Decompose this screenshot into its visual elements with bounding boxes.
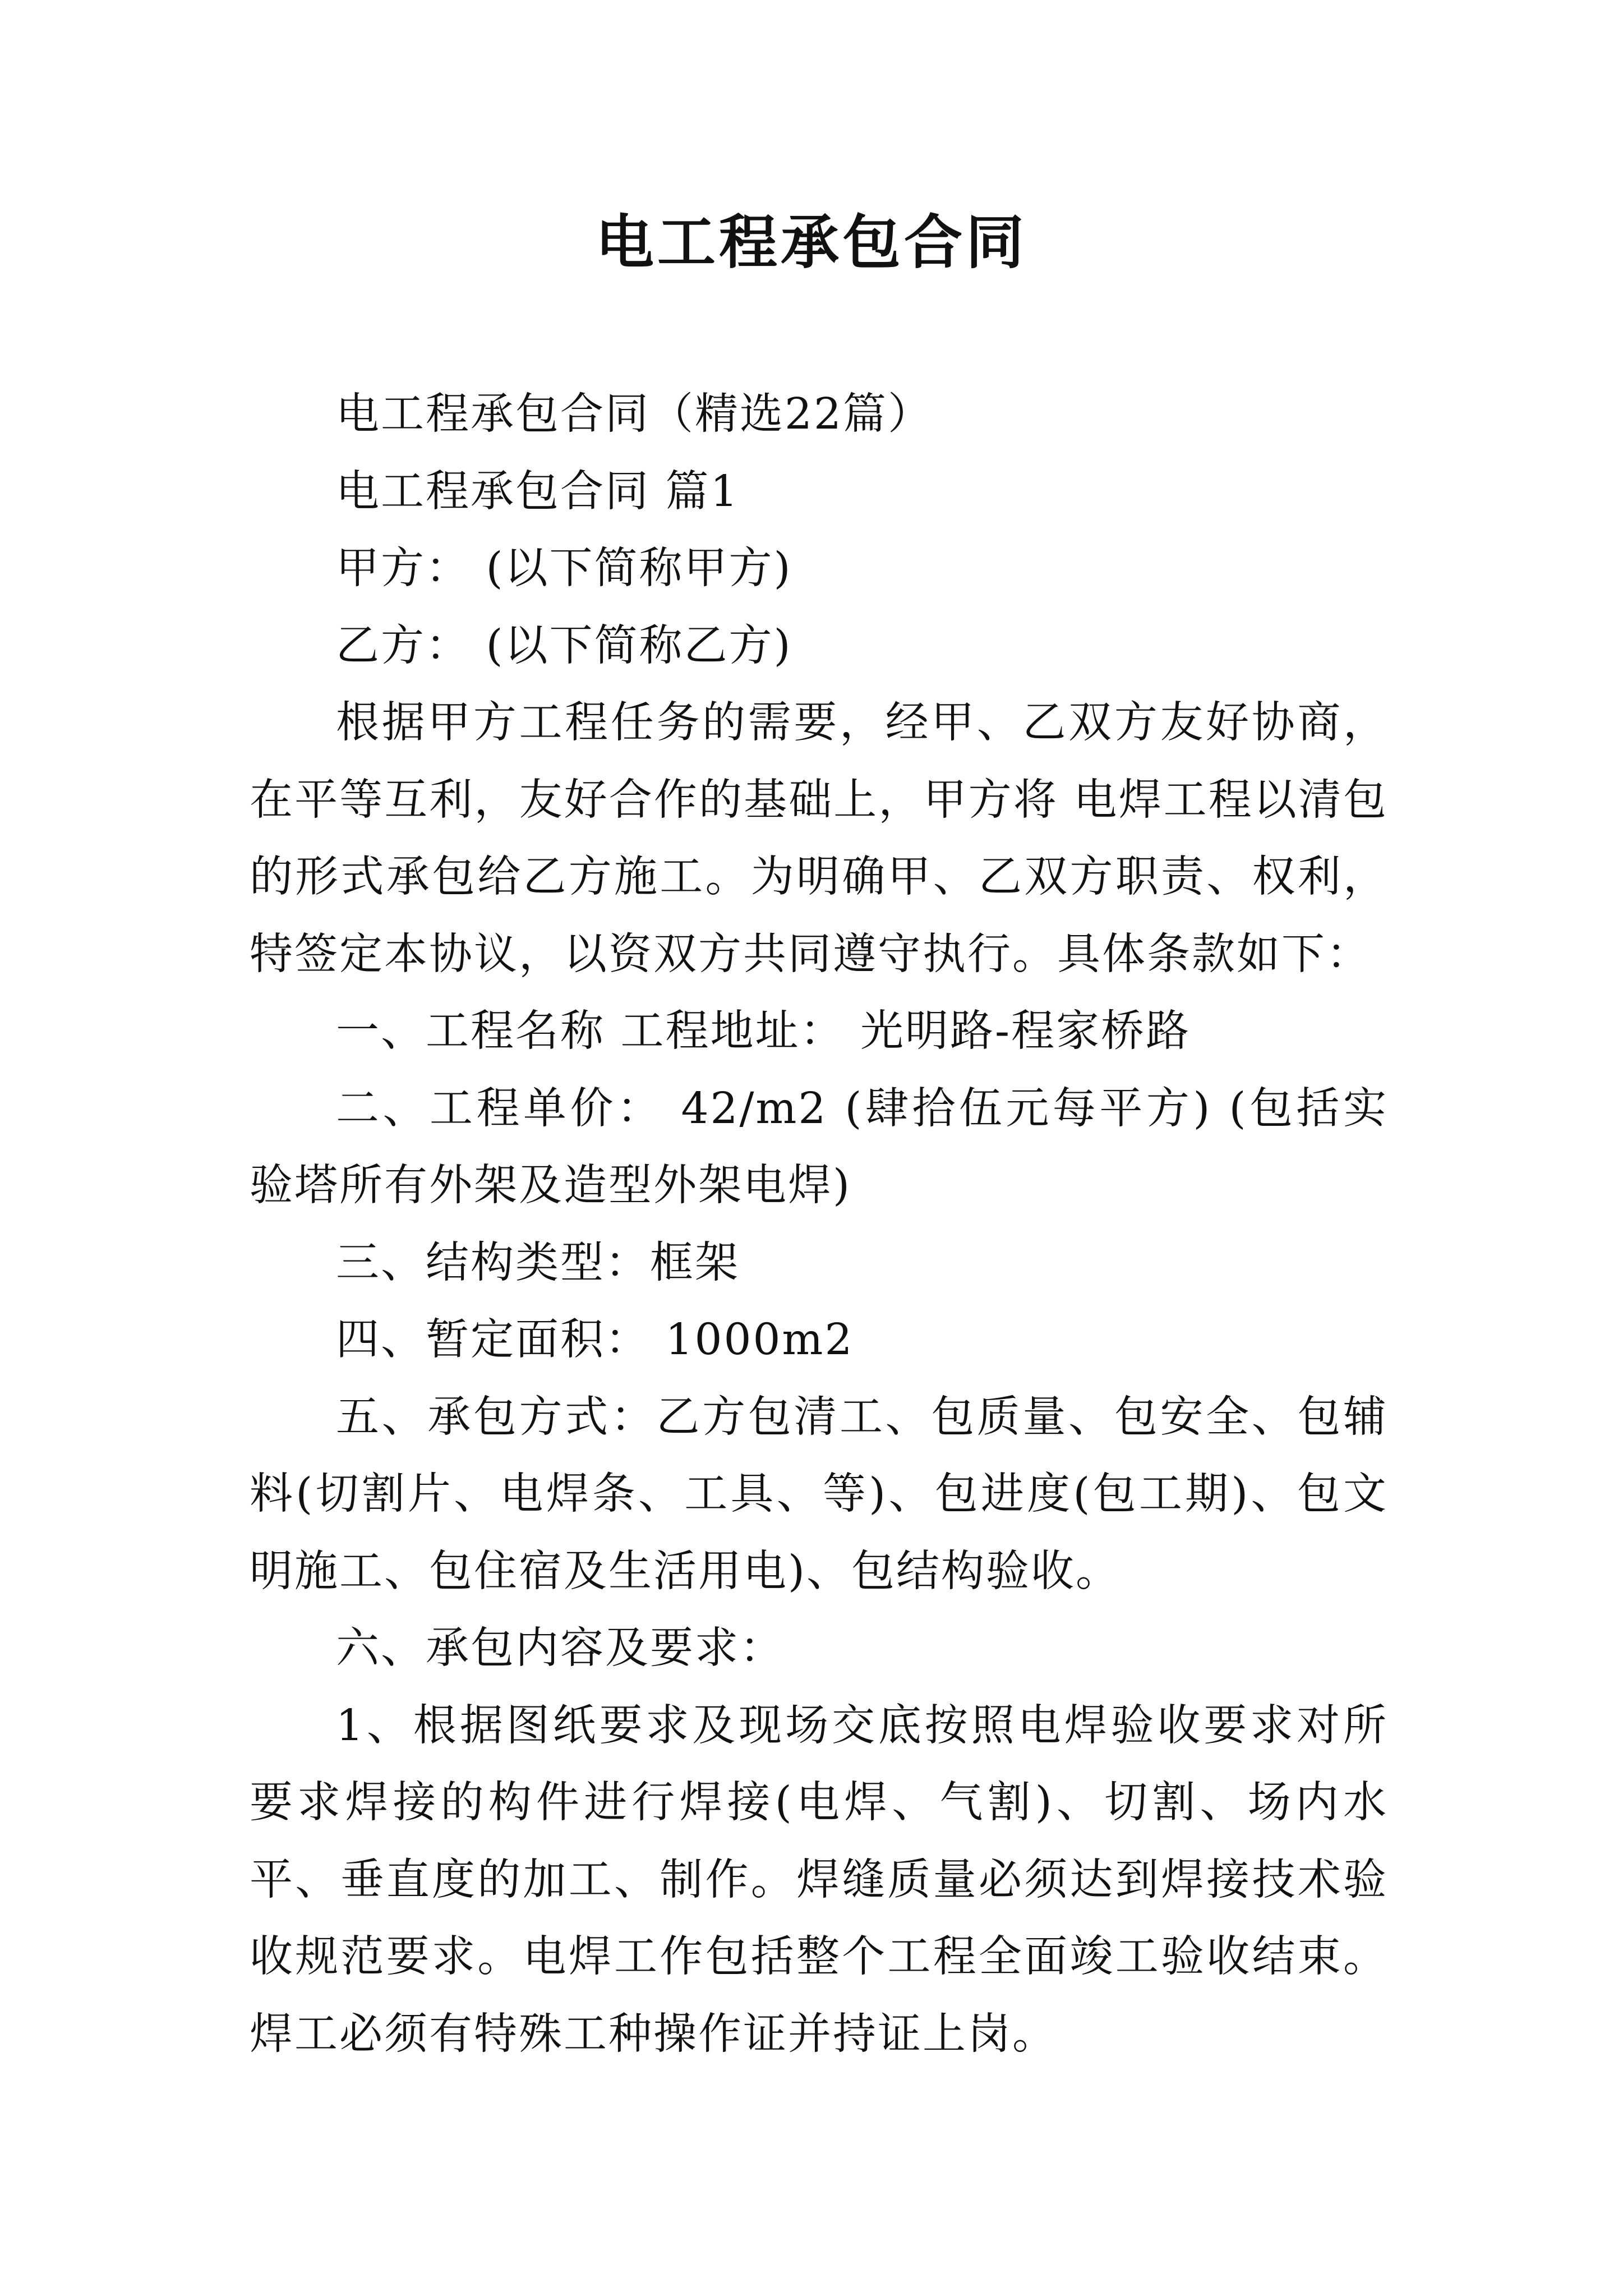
paragraph-clause-5: 五、承包方式：乙方包清工、包质量、包安全、包辅料(切割片、电焊条、工具、等)、包进度(包工期)、包文明施工、包住宿及生活用电)、包结构验收。: [250, 1392, 1388, 1596]
paragraph-clause-6: 六、承包内容及要求：: [336, 1623, 785, 1673]
paragraph-party-b: 乙方： (以下简称乙方): [336, 620, 792, 671]
paragraph-subtitle: 电工程承包合同（精选22篇）: [336, 389, 933, 439]
paragraph-clause-4: 四、暂定面积： 1000m2: [336, 1315, 854, 1365]
paragraph-party-a: 甲方： (以下简称甲方): [336, 544, 792, 593]
document-body: [250, 376, 1388, 2073]
document-title: 电工程承包合同: [595, 208, 1027, 277]
paragraph-preamble: 根据甲方工程任务的需要，经甲、乙双方友好协商，在平等互利，友好合作的基础上，甲方将 电焊工程以清包的形式承包给乙方施工。为明确甲、乙双方职责、权利，特签定本协议，以资双方共同遵守执行。具体条款如下：: [250, 698, 1388, 979]
paragraph-clause-6-item-1: 1、根据图纸要求及现场交底按照电焊验收要求对所要求焊接的构件进行焊接(电焊、气割)、切割、场内水平、垂直度的加工、制作。焊缝质量必须达到焊接技术验收规范要求。电焊工作包括整个工程全面竣工验收结束。焊工必须有特殊工种操作证并持证上岗。: [250, 1700, 1388, 2059]
paragraph-clause-3: 三、结构类型：框架: [336, 1237, 740, 1288]
paragraph-section-heading: 电工程承包合同 篇1: [336, 466, 740, 517]
paragraph-clause-1: 一、工程名称 工程地址： 光明路-程家桥路: [336, 1006, 1191, 1056]
paragraph-clause-2: 二、工程单价： 42/m2 (肆拾伍元每平方) (包括实验塔所有外架及造型外架电焊): [250, 1083, 1388, 1211]
